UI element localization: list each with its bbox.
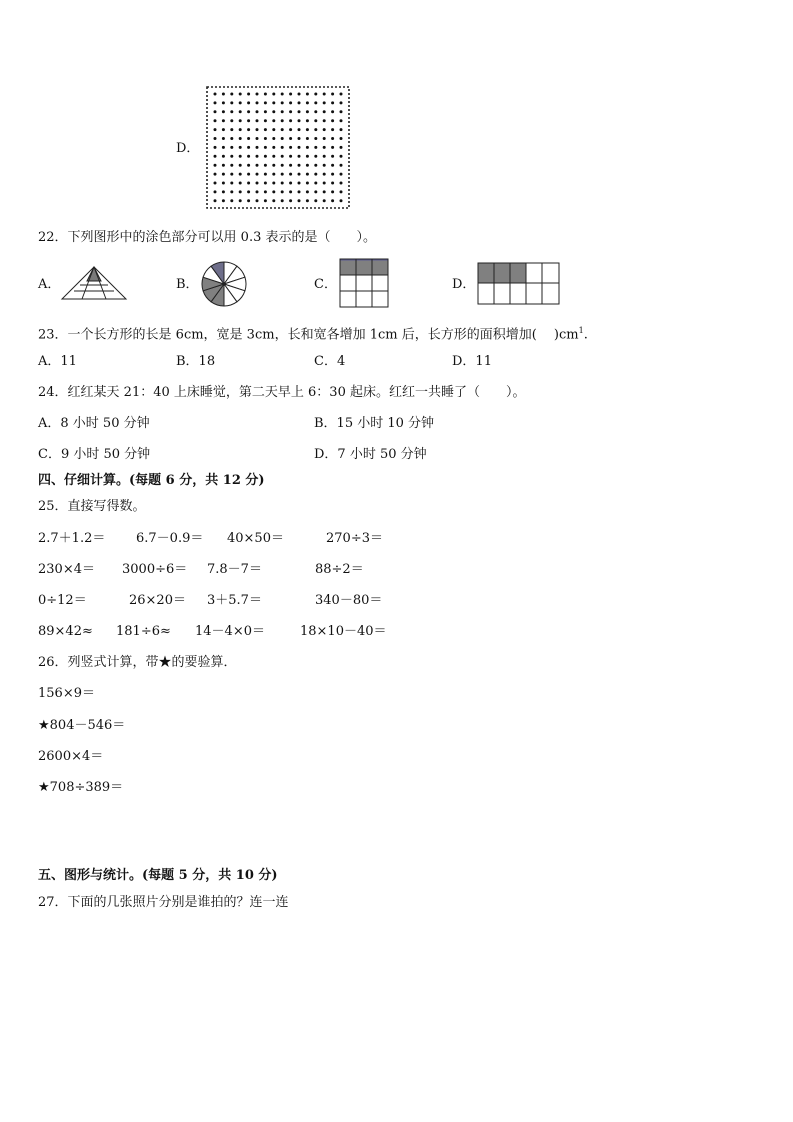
q26-question-text: 26．列竖式计算，带★的要验算．: [38, 655, 237, 670]
q25-item: 40×50＝: [227, 531, 284, 546]
q22-option-b-label: B．: [176, 277, 199, 292]
section-4-heading: 四、仔细计算。(每题 6 分，共 12 分): [38, 473, 265, 488]
q23-option-d: D．11: [452, 354, 492, 369]
q25-item: 340－80＝: [315, 593, 383, 608]
q22-option-b-circle-figure: [200, 260, 248, 308]
q25-item: 7.8－7＝: [207, 562, 262, 577]
q25-item: 26×20＝: [129, 593, 186, 608]
q25-item: 89×42≈: [38, 624, 93, 639]
q26-item: ★708÷389＝: [38, 780, 124, 795]
q26-item: ★804－546＝: [38, 718, 126, 733]
q24-option-c: C．9 小时 50 分钟: [38, 447, 151, 462]
q25-item: 0÷12＝: [38, 593, 87, 608]
q25-item: 3＋5.7＝: [207, 593, 262, 608]
q22-option-c-grid-figure: [339, 258, 389, 308]
q22-option-d-grid-figure: [477, 262, 561, 306]
q27-question-text: 27．下面的几张照片分别是谁拍的？连一连: [38, 895, 289, 910]
q22-option-a-triangle-figure: [60, 265, 130, 301]
q25-item: 270÷3＝: [326, 531, 383, 546]
q24-option-d: D．7 小时 50 分钟: [314, 447, 427, 462]
q25-item: 18×10－40＝: [300, 624, 387, 639]
q24-option-b: B．15 小时 10 分钟: [314, 416, 435, 431]
q26-item: 156×9＝: [38, 686, 95, 701]
q25-item: 88÷2＝: [315, 562, 364, 577]
q21-dotted-square-figure: [205, 85, 351, 210]
q23-option-b: B．18: [176, 354, 216, 369]
q23-question-text: 23．一个长方形的长是 6cm，宽是 3cm，长和宽各增加 1cm 后，长方形的面积增加( )$cm^1$.: [38, 326, 588, 343]
q24-option-a: A．8 小时 50 分钟: [38, 416, 150, 431]
q25-item: 3000÷6＝: [122, 562, 188, 577]
q25-question-text: 25．直接写得数。: [38, 499, 146, 514]
q23-option-c: C．4: [314, 354, 346, 369]
q24-question-text: 24．红红某天 21：40 上床睡觉，第二天早上 6：30 起床。红红一共睡了（ ）。: [38, 385, 526, 400]
q22-option-d-label: D．: [452, 277, 476, 292]
q21-option-d-label: D．: [176, 141, 200, 156]
q25-item: 14－4×0＝: [195, 624, 265, 639]
q22-option-c-label: C．: [314, 277, 337, 292]
q26-item: 2600×4＝: [38, 749, 104, 764]
q23-option-a: A．11: [38, 354, 77, 369]
q25-item: 230×4＝: [38, 562, 95, 577]
q25-item: 2.7＋1.2＝: [38, 531, 106, 546]
q22-question-text: 22．下列图形中的涂色部分可以用 0.3 表示的是（ ）。: [38, 230, 376, 245]
section-5-heading: 五、图形与统计。(每题 5 分，共 10 分): [38, 868, 278, 883]
q25-item: 181÷6≈: [116, 624, 171, 639]
q25-item: 6.7－0.9＝: [136, 531, 204, 546]
q22-option-a-label: A．: [38, 277, 61, 292]
